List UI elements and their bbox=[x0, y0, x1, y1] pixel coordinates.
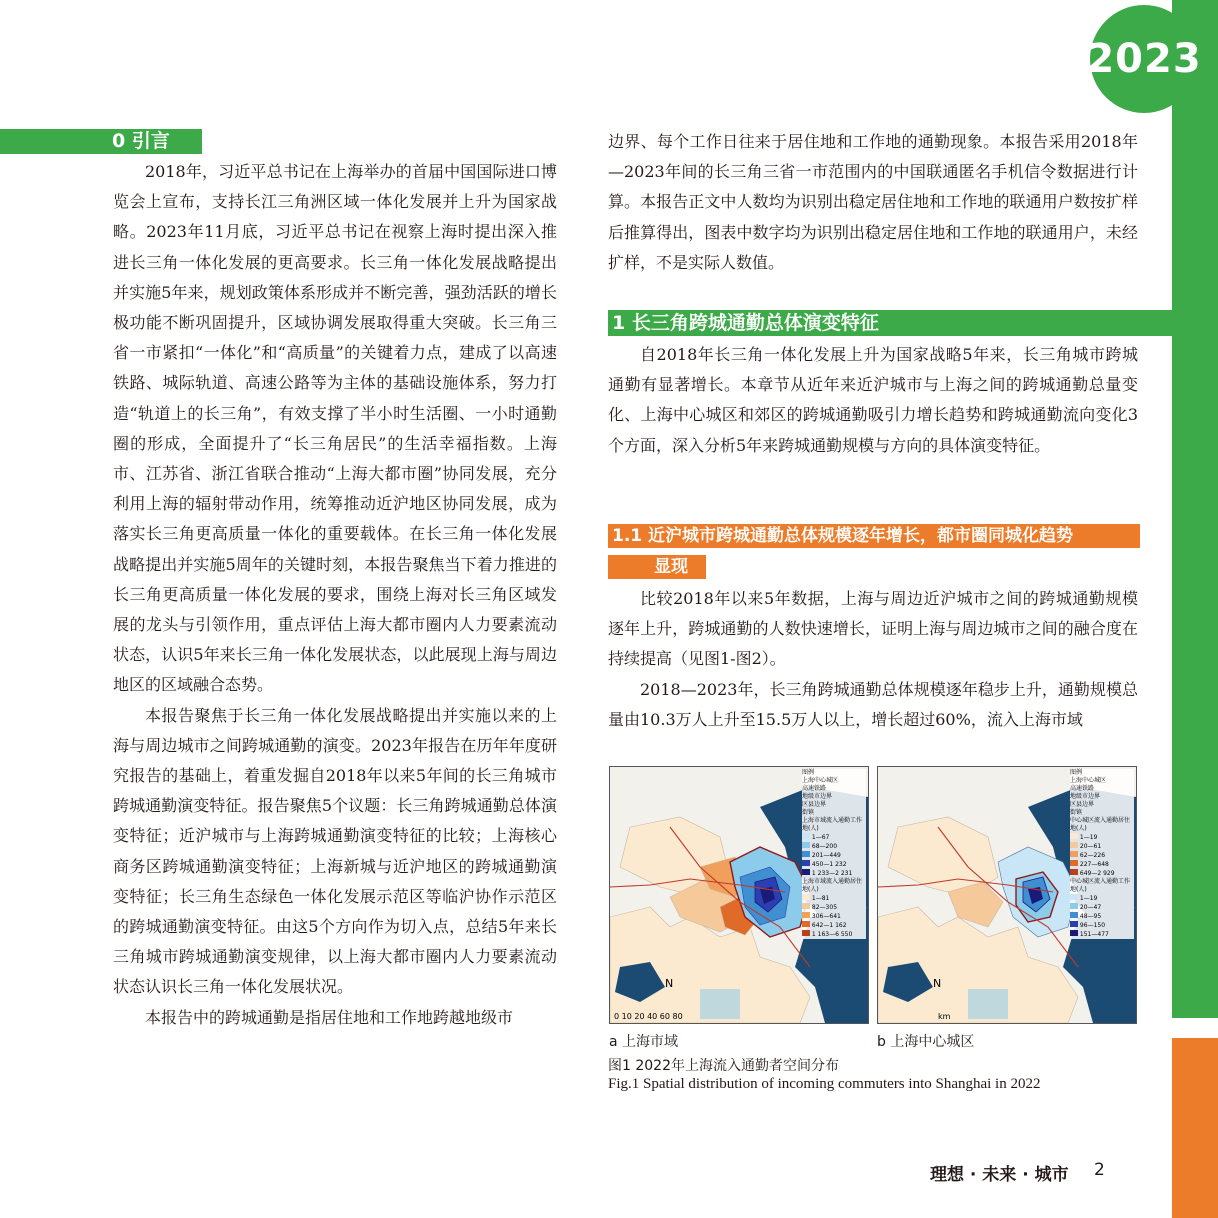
orange-side-bar bbox=[1172, 1038, 1218, 1218]
heading-section-1-1: 1.1 近沪城市跨城通勤总体规模逐年增长，都市圈同城化趋势 bbox=[608, 524, 1140, 548]
right-column-top bbox=[608, 127, 1138, 278]
figure-caption: 图1 2022年上海流入通勤者空间分布 bbox=[608, 1058, 839, 1074]
caption-map-a: a 上海市域 bbox=[609, 1034, 679, 1050]
map-a-shanghai-city bbox=[609, 766, 869, 1024]
year-badge: 2023 bbox=[1090, 5, 1198, 113]
paragraph: 2018—2023年，长三角跨城通勤总体规模逐年稳步上升，通勤规模总量由10.3万人上升至15.5万人以上，增长超过60%，流入上海市域 bbox=[608, 679, 1138, 729]
north-arrow: N bbox=[933, 977, 942, 990]
map-b-shanghai-center bbox=[877, 766, 1137, 1024]
section-1-1-text bbox=[608, 584, 1138, 735]
paragraph: 本报告聚焦于长三角一体化发展战略提出并实施以来的上海与周边城市之间跨城通勤的演变。2023年报告在历年年度研究报告的基础上，着重发掘自2018年以来5年间的长三角城市跨城通勤演变特征。报告聚焦5个议题：长三角跨城通勤总体演变特征；近沪城市与上海跨城通勤演变特征的比较；上海核心商务区跨城通勤演变特征；上海新城与近沪地区的跨城通勤演变特征；长三角生态绿色一体化发展示范区等临沪协作示范区的跨城通勤演变特征。由这5个方向作为切入点，总结5年来长三角城市跨城通勤演变规律，以上海大都市圈内人力要素流动状态认识长三角一体化发展状况。 bbox=[113, 705, 557, 997]
page-number: 2 bbox=[1094, 1160, 1105, 1180]
heading-section-1: 1 长三角跨城通勤总体演变特征 bbox=[608, 310, 1172, 336]
north-arrow: N bbox=[665, 977, 674, 990]
left-column bbox=[113, 157, 557, 1033]
heading-introduction: 0 引言 bbox=[0, 129, 202, 154]
paragraph: 自2018年长三角一体化发展上升为国家战略5年来，长三角城市跨城通勤有显著增长。本章节从近年来近沪城市与上海之间的跨城通勤总量变化、上海中心城区和郊区的跨城通勤吸引力增长趋势和跨城通勤流向变化3个方面，深入分析5年来跨城通勤规模与方向的具体演变特征。 bbox=[608, 345, 1138, 455]
figure-caption-english: Fig.1 Spatial distribution of incoming commuters into Shanghai in 2022 bbox=[608, 1076, 1041, 1092]
map-scale: 0 10 20 40 60 80 bbox=[614, 1012, 683, 1021]
map-b-legend: 图例 上海中心城区 高速铁路 地级市边界 区县边界 街镇 中心城区流入通勤居住地(人) 1—19 20—61 62—226 227—648 649—2 929 中心城区流入通勤工作地(人) 1—19 20—47 48—95 96—150 151—477 bbox=[1070, 769, 1134, 939]
section-1-text bbox=[608, 340, 1138, 461]
footer-title: 理想 · 未来 · 城市 bbox=[930, 1165, 1069, 1185]
paragraph: 边界、每个工作日往来于居住地和工作地的通勤现象。本报告采用2018年—2023年间的长三角三省一市范围内的中国联通匿名手机信令数据进行计算。本报告正文中人数均为识别出稳定居住地和工作地的联通用户数按扩样后推算得出，图表中数字均为识别出稳定居住地和工作地的联通用户，未经扩样，不是实际人数值。 bbox=[608, 132, 1138, 272]
paragraph: 比较2018年以来5年数据，上海与周边近沪城市之间的跨城通勤规模逐年上升，跨城通勤的人数快速增长，证明上海与周边城市之间的融合度在持续提高（见图1-图2）。 bbox=[608, 589, 1138, 669]
map-a-legend: 图例 上海中心城区 高速铁路 地级市边界 区县边界 街镇 上海市域流入通勤工作地(人) 1—67 68—200 201—449 450—1 232 1 233—2 231 上海市域流入通勤居住地(人) 1—81 82—305 306—641 642—1 162 1 163—6 550 bbox=[802, 769, 866, 939]
heading-section-1-1-cont: 显现 bbox=[608, 555, 706, 579]
green-side-bar bbox=[1172, 0, 1218, 1018]
map-scale-unit: km bbox=[938, 1012, 951, 1021]
paragraph: 2018年，习近平总书记在上海举办的首届中国国际进口博览会上宣布，支持长江三角洲区域一体化发展并上升为国家战略。2023年11月底，习近平总书记在视察上海时提出深入推进长三角一体化发展的更高要求。长三角一体化发展战略提出并实施5年来，规划政策体系形成并不断完善，强劲活跃的增长极功能不断巩固提升，区域协调发展取得重大突破。长三角三省一市紧扣“一体化”和“高质量”的关键着力点，建成了以高速铁路、城际轨道、高速公路等为主体的基础设施体系，努力打造“轨道上的长三角”，有效支撑了半小时生活圈、一小时通勤圈的形成，全面提升了“长三角居民”的生活幸福指数。上海市、江苏省、浙江省联合推动“上海大都市圈”协同发展，充分利用上海的辐射带动作用，统筹推动近沪地区协同发展，成为落实长三角更高质量一体化的重要载体。在长三角一体化发展战略提出并实施5周年的关键时刻，本报告聚焦当下着力推进的长三角更高质量一体化发展的要求，围绕上海对长三角区域发展的龙头与引领作用，重点评估上海大都市圈内人力要素流动状态，认识5年来长三角一体化发展状态，以此展现上海与周边地区的区域融合态势。 bbox=[113, 162, 557, 695]
paragraph: 本报告中的跨城通勤是指居住地和工作地跨越地级市 bbox=[145, 1007, 514, 1027]
caption-map-b: b 上海中心城区 bbox=[877, 1034, 975, 1050]
